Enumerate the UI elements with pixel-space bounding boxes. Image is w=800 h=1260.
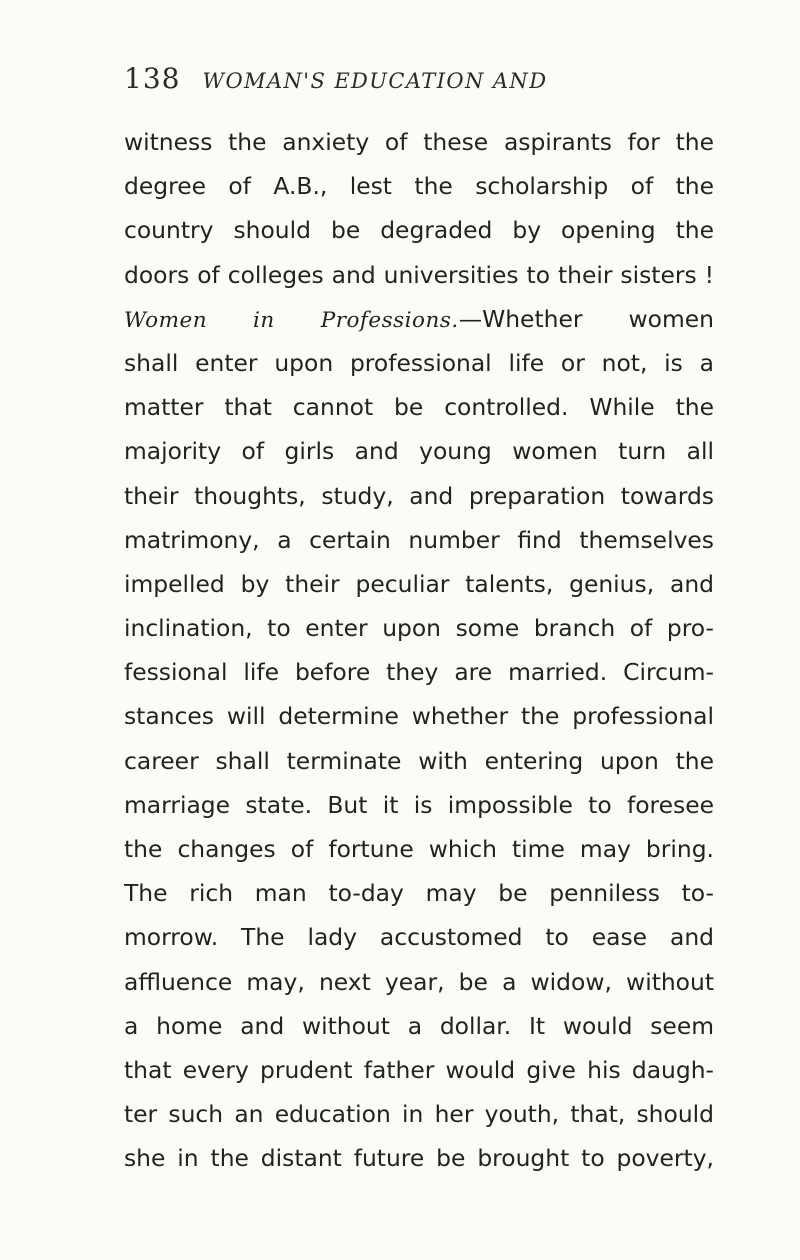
text-line: that every prudent father would give his daugh- <box>124 1055 714 1084</box>
section-heading-line <box>124 297 714 341</box>
text-line: the changes of fortune which time may bring. <box>124 835 714 863</box>
text-line: witness the anxiety of these aspirants for the <box>124 128 714 156</box>
text-line: country should be degraded by opening the <box>124 216 714 245</box>
text-line: she in the distant future be brought to poverty, <box>124 1144 714 1173</box>
text-line: marriage state. But it is impossible to foresee <box>124 790 714 819</box>
text-line: stances will determine whether the professional <box>124 702 714 731</box>
running-head <box>124 62 724 95</box>
section-heading: Women in Professions. <box>124 307 459 333</box>
text-line: impelled by their peculiar talents, genius, and <box>124 569 714 598</box>
text-line: their thoughts, study, and preparation towards <box>124 481 714 510</box>
text-line: career shall terminate with entering upon the <box>124 746 714 775</box>
text-line: inclination, to enter upon some branch of pro- <box>124 614 714 643</box>
text-line: affluence may, next year, be a widow, without <box>124 967 714 996</box>
page-number: 138 <box>124 62 181 95</box>
text-line: matrimony, a certain number find themselves <box>124 525 714 554</box>
text-line: morrow. The lady accustomed to ease and <box>124 923 714 952</box>
text-line: a home and without a dollar. It would seem <box>124 1011 714 1040</box>
text-line: fessional life before they are married. Circum- <box>124 658 714 687</box>
text-line: shall enter upon professional life or not, is a <box>124 348 714 377</box>
heading-line-text: —Whether women <box>458 304 714 333</box>
body-text <box>124 120 714 1181</box>
text-line: degree of A.B., lest the scholarship of the <box>124 172 714 201</box>
text-line: ter such an education in her youth, that, should <box>124 1100 714 1129</box>
text-line: The rich man to-day may be penniless to- <box>124 879 714 908</box>
text-line: doors of colleges and universities to their sisters ! <box>124 260 714 289</box>
text-line: matter that cannot be controlled. While the <box>124 393 714 422</box>
running-title: WOMAN'S EDUCATION AND <box>202 69 548 93</box>
text-line: majority of girls and young women turn all <box>124 437 714 466</box>
